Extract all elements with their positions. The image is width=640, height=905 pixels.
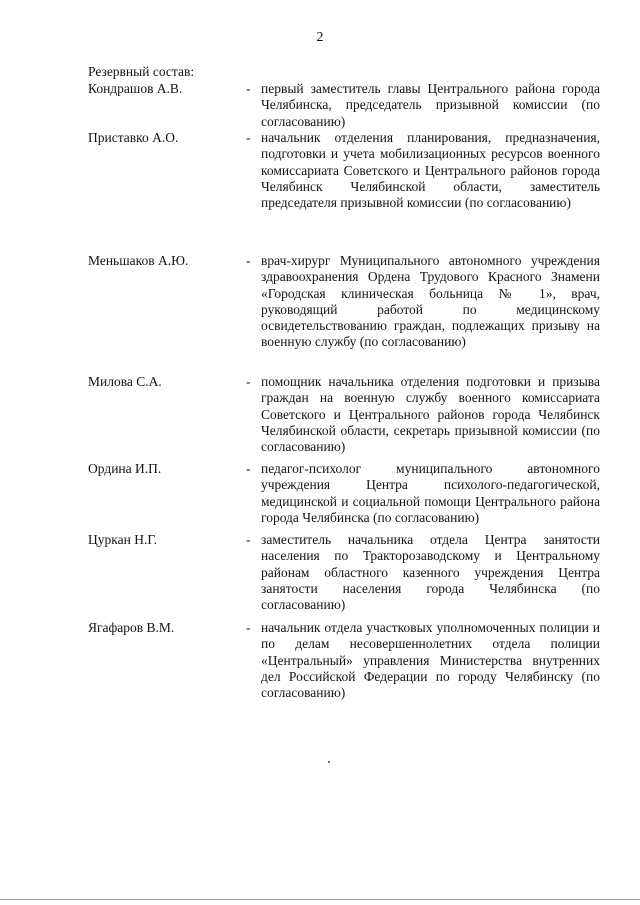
entry-name: Ягафаров В.М. [88, 620, 175, 635]
entry-description: заместитель начальника отдела Центра занятости населения по Тракторозаводскому и Центральному районам областного казенного учреждения Центра занятости населения города Челябинска (по согласованию) [261, 532, 600, 613]
entry-dash: - [246, 374, 251, 389]
entry-name: Меньшаков А.Ю. [88, 253, 189, 268]
entry-pristavko [88, 130, 600, 211]
entry-name: Милова С.А. [88, 374, 162, 389]
entry-dash: - [246, 461, 251, 476]
entry-name: Приставко А.О. [88, 130, 179, 145]
entry-dash: - [246, 81, 251, 96]
entry-tsurkan [88, 532, 600, 613]
entry-dash: - [246, 620, 251, 635]
entry-ordina [88, 461, 600, 526]
entry-name: Цуркан Н.Г. [88, 532, 157, 547]
entry-kondrashov [88, 81, 600, 130]
entry-description: начальник отдела участковых уполномоченных полиции и по делам несовершеннолетних отдела полиции «Центральный» управления Министерства внутренних дел Российской Федерации по городу Челябинску (по согласованию) [261, 620, 600, 701]
entry-menshakov [88, 253, 600, 351]
entry-name: Ордина И.П. [88, 461, 162, 476]
section-title: Резервный состав: [88, 64, 195, 79]
entry-name: Кондрашов А.В. [88, 81, 183, 96]
entry-description: помощник начальника отделения подготовки и призыва граждан на военную службу военного комиссариата Советского и Центрального районов города Челябинск Челябинской области, секретарь призывной комиссии (по согласованию) [261, 374, 600, 455]
entry-dash: - [246, 130, 251, 145]
entry-description: начальник отделения планирования, предназначения, подготовки и учета мобилизационных ресурсов военного комиссариата Советского и Центрального районов города Челябинск Челябинской области, заместитель председателя призывной комиссии (по согласованию) [261, 130, 600, 211]
entry-dash: - [246, 532, 251, 547]
entry-description: педагог-психолог муниципального автономного учреждения Центра психолого-педагогической, медицинской и социальной помощи Центрального района города Челябинска (по согласованию) [261, 461, 600, 525]
entry-description: первый заместитель главы Центрального района города Челябинска, председатель призывной комиссии (по согласованию) [261, 81, 600, 129]
entry-milova [88, 374, 600, 455]
scan-speck [328, 761, 330, 763]
entry-description: врач-хирург Муниципального автономного учреждения здравоохранения Ордена Трудового Красного Знамени «Городская клиническая больница № 1», врач, руководящий работой по медицинскому освидетельствованию граждан, подлежащих призыву на военную службу (по согласованию) [261, 253, 600, 350]
entry-yagafarov [88, 620, 600, 701]
page-bottom-edge [0, 899, 640, 900]
page-number: 2 [316, 30, 324, 45]
entry-dash: - [246, 253, 251, 268]
